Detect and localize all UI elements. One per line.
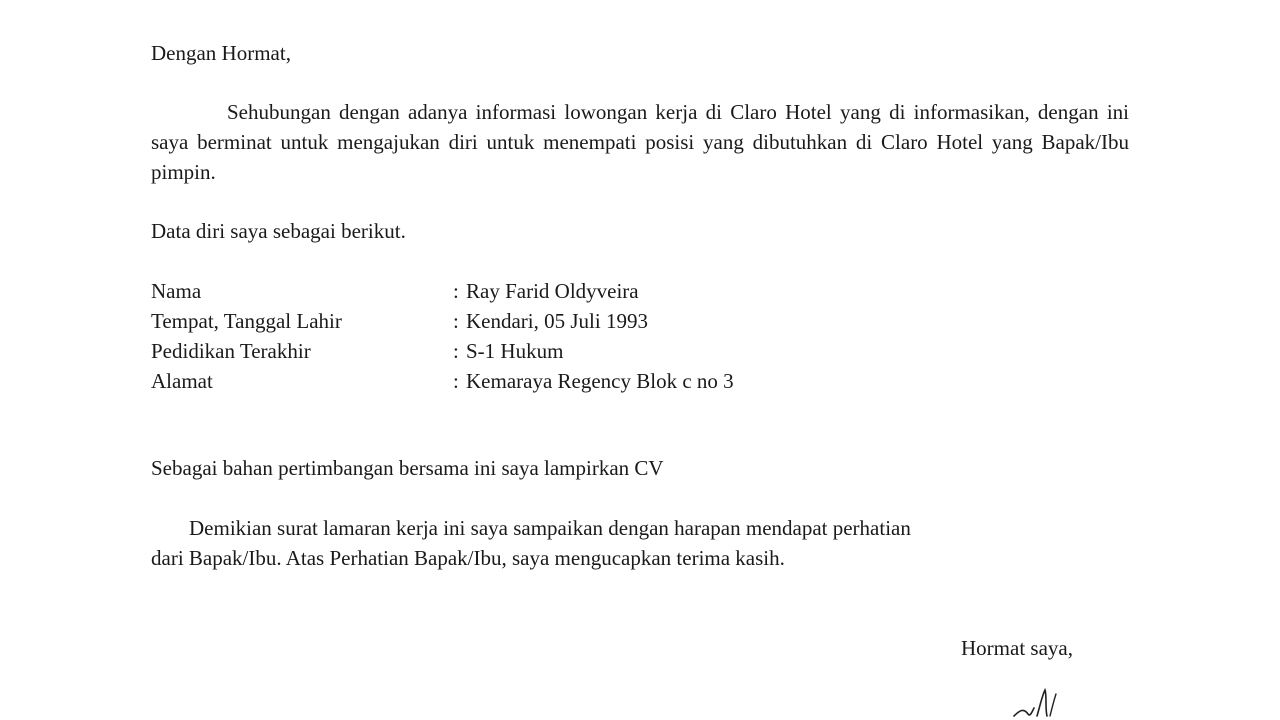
- data-row-education: [151, 336, 734, 366]
- signature-icon: [1010, 686, 1070, 720]
- data-separator: :: [453, 369, 459, 393]
- data-label: Tempat, Tanggal Lahir: [151, 309, 342, 333]
- data-label: Nama: [151, 279, 202, 303]
- data-label: Alamat: [151, 369, 213, 393]
- attachment-note: Sebagai bahan pertimbangan bersama ini saya lampirkan CV: [151, 456, 664, 480]
- data-row-address: [151, 366, 734, 396]
- data-value: Ray Farid Oldyveira: [466, 279, 639, 303]
- data-lead: Data diri saya sebagai berikut.: [151, 219, 406, 243]
- data-row-birth: [151, 306, 734, 336]
- data-row-name: [151, 276, 734, 306]
- data-separator: :: [453, 309, 459, 333]
- data-label: Pedidikan Terakhir: [151, 339, 311, 363]
- personal-data-table: [151, 276, 734, 396]
- regards: Hormat saya,: [961, 636, 1073, 660]
- data-value: Kendari, 05 Juli 1993: [466, 309, 648, 333]
- closing-line-1: Demikian surat lamaran kerja ini saya sampaikan dengan harapan mendapat perhatian: [189, 516, 911, 540]
- intro-paragraph: Sehubungan dengan adanya informasi lowongan kerja di Claro Hotel yang di informasikan, dengan ini saya berminat untuk mengajukan diri untuk menempati posisi yang dibutuhkan di Claro Hotel yang Bapak/Ibu pimpin.: [151, 100, 1129, 184]
- closing-line-2: dari Bapak/Ibu. Atas Perhatian Bapak/Ibu, saya mengucapkan terima kasih.: [151, 546, 785, 570]
- data-value: S-1 Hukum: [466, 339, 564, 363]
- data-separator: :: [453, 339, 459, 363]
- salutation: Dengan Hormat,: [151, 41, 291, 65]
- data-value: Kemaraya Regency Blok c no 3: [466, 369, 734, 393]
- closing-paragraph: [151, 513, 1071, 573]
- data-separator: :: [453, 279, 459, 303]
